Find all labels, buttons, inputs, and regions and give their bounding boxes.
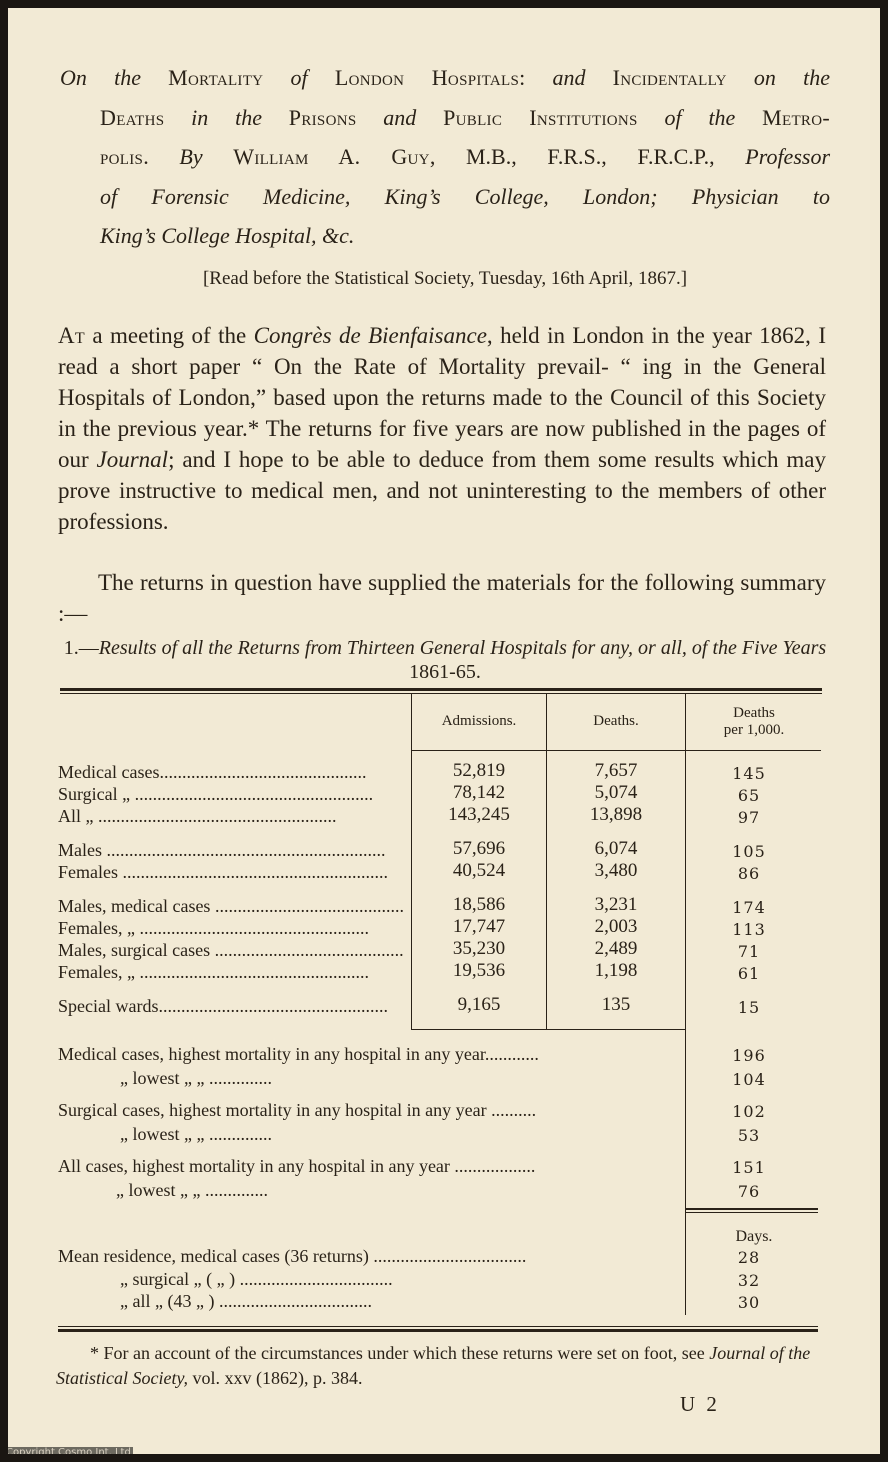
extreme-label: All cases, highest mortality in any hospital in any year ..................	[58, 1156, 536, 1176]
title-fragment: and	[552, 65, 613, 90]
paragraph-summary: The returns in question have supplied the materials for the following summary :—	[58, 570, 826, 626]
cell-admissions: 19,536	[452, 960, 506, 981]
paragraph-text: , held in London in the year 1862, I read a short paper “ On the Rate of Mortality prevail- “ ing in the General Hospitals of London,” based upon the returns made to the Council of this Society in the previous year.* The returns for five years are now published in the pages of our	[58, 323, 827, 472]
row-label: Females ...........................................................	[58, 862, 388, 882]
row-label: Medical cases..............................................	[58, 762, 367, 782]
cell-deaths: 3,480	[594, 860, 638, 881]
row-label: All „ .....................................................	[58, 806, 337, 826]
header-rate-line: per 1,000.	[723, 722, 785, 738]
cell-admissions: 9,165	[457, 994, 501, 1015]
cell-deaths: 2,003	[594, 916, 638, 937]
page-signature: U 2	[680, 1392, 720, 1416]
cell-deaths: 13,898	[589, 804, 643, 825]
paragraph-text: a meeting of the	[84, 323, 254, 348]
cell-admissions: 57,696	[452, 838, 506, 859]
cell-rate: 15	[737, 998, 761, 1017]
cell-rate: 105	[732, 842, 766, 861]
residence-days: 28	[737, 1248, 761, 1267]
cell-rate: 65	[737, 786, 761, 805]
title-fragment: On the	[60, 65, 169, 90]
cell-rate: 113	[732, 920, 766, 939]
header-deaths: Deaths.	[593, 713, 639, 729]
lead-word: At	[58, 323, 85, 348]
paragraph-intro	[58, 320, 826, 537]
cell-rate: 71	[737, 942, 761, 961]
copyright-watermark: Copyright Cosmo Int. Ltd	[6, 1447, 131, 1458]
table-caption-years: 1861-65.	[409, 661, 481, 683]
residence-days: 32	[737, 1271, 761, 1290]
cell-deaths: 5,074	[594, 782, 638, 803]
extreme-label: „ lowest „ „ ..............	[120, 1124, 272, 1144]
paper-title	[60, 58, 830, 256]
cell-admissions: 35,230	[452, 938, 506, 959]
cell-admissions: 17,747	[452, 916, 506, 937]
footnote-text: vol. xxv (1862), p. 384.	[187, 1368, 363, 1388]
read-note: [Read before the Statistical Society, Tuesday, 16th April, 1867.]	[202, 268, 688, 289]
header-underline	[411, 750, 821, 751]
title-fragment: By	[179, 144, 234, 169]
journal-name: Journal	[96, 447, 169, 472]
days-section-rule-thin	[685, 1212, 818, 1213]
title-fragment: :	[519, 65, 553, 90]
header-rate	[686, 705, 822, 739]
cell-rate: 61	[737, 964, 761, 983]
cell-rate: 174	[732, 898, 766, 917]
block-close-rule	[411, 1029, 685, 1030]
days-section-rule	[685, 1208, 818, 1210]
title-fragment: Incidentally	[612, 65, 727, 90]
residence-label: „ surgical „ ( „ ) ..................................	[120, 1269, 393, 1289]
cell-deaths: 2,489	[594, 938, 638, 959]
footnote-journal: Journal of the Statistical Society,	[56, 1343, 811, 1388]
cell-rate: 145	[732, 764, 766, 783]
cell-admissions: 40,524	[452, 860, 506, 881]
extreme-label: „ lowest „ „ ..............	[116, 1180, 268, 1200]
extreme-label: Medical cases, highest mortality in any hospital in any year............	[58, 1044, 539, 1064]
row-label: Females, „ ...................................................	[58, 918, 369, 938]
title-fragment: of	[263, 65, 335, 90]
cell-deaths: 1,198	[594, 960, 638, 981]
cell-deaths: 3,231	[594, 894, 638, 915]
header-rate-line: Deaths	[733, 705, 775, 721]
table-number: 1.—	[63, 637, 99, 659]
row-label: Males ..............................................................	[58, 840, 386, 860]
title-line-5: King’s College Hospital, &c.	[100, 223, 355, 248]
title-fragment: in the	[164, 104, 289, 130]
title-fragment: Professor	[745, 144, 831, 169]
footnote	[56, 1341, 826, 1391]
cell-rate: 86	[737, 864, 761, 883]
congres-name: Congrès de Bienfaisance	[253, 323, 487, 348]
cell-admissions: 143,245	[448, 804, 510, 825]
extreme-label: Surgical cases, highest mortality in any hospital in any year ..........	[58, 1100, 537, 1120]
extreme-rate: 102	[732, 1102, 766, 1121]
title-fragment: of the	[637, 104, 763, 130]
extreme-rate: 53	[737, 1126, 761, 1145]
title-fragment: William A. Guy	[233, 144, 430, 169]
table-top-rule-thin	[60, 693, 822, 694]
title-line-3	[60, 137, 830, 177]
days-header: Days.	[735, 1228, 773, 1245]
title-fragment: .	[143, 144, 180, 169]
cell-admissions: 18,586	[452, 894, 506, 915]
extreme-rate: 151	[732, 1158, 766, 1177]
cell-deaths: 135	[601, 994, 631, 1015]
title-fragment: Metro-	[762, 104, 830, 130]
extreme-label: „ lowest „ „ ..............	[120, 1068, 272, 1088]
table-bottom-rule	[58, 1329, 818, 1332]
extreme-rate: 196	[732, 1046, 766, 1065]
row-label: Females, „ ...................................................	[58, 962, 369, 982]
title-fragment: London Hospitals	[334, 65, 520, 90]
cell-rate: 97	[737, 808, 761, 827]
title-fragment: Mortality	[168, 65, 264, 90]
cell-deaths: 6,074	[594, 838, 638, 859]
title-line-1	[60, 58, 830, 98]
row-label: Males, surgical cases ..........................................	[58, 940, 404, 960]
table-bottom-rule-thin	[58, 1326, 818, 1327]
table-top-rule	[60, 688, 822, 691]
row-label: Special wards...................................................	[58, 996, 388, 1016]
cell-admissions: 78,142	[452, 782, 506, 803]
header-admissions: Admissions.	[441, 713, 517, 729]
title-fragment: Prisons	[288, 104, 357, 130]
paragraph-text: ; and I hope to be able to deduce from them some results which may prove instructive to medical men, and not uninteresting to the members of other professions.	[58, 447, 826, 534]
extreme-rate: 104	[732, 1070, 766, 1089]
row-label: Surgical „ .....................................................	[58, 784, 374, 804]
extreme-rate: 76	[737, 1182, 761, 1201]
title-fragment: Public Institutions	[443, 104, 638, 130]
cell-admissions: 52,819	[452, 760, 506, 781]
table-caption-text: Results of all the Returns from Thirteen General Hospitals for any, or all, of the Five Years	[98, 637, 827, 659]
cell-deaths: 7,657	[594, 760, 638, 781]
title-fragment: polis	[100, 144, 144, 169]
title-fragment: , M.B., F.R.S., F.R.C.P.,	[429, 144, 746, 169]
row-label: Males, medical cases ..........................................	[58, 896, 404, 916]
residence-label: „ all „ (43 „ ) ..................................	[120, 1291, 372, 1311]
title-fragment: Deaths	[100, 104, 165, 130]
title-line-4: of Forensic Medicine, King’s College, London; Physician to	[100, 183, 830, 209]
residence-label: Mean residence, medical cases (36 returns) ..................................	[58, 1246, 527, 1266]
residence-days: 30	[737, 1293, 761, 1312]
title-fragment: on the	[726, 65, 830, 90]
footnote-text: * For an account of the circumstances under which these returns were set on foot, see	[90, 1343, 710, 1363]
title-fragment: and	[356, 104, 444, 130]
table-caption	[60, 636, 830, 684]
title-line-2	[60, 98, 830, 138]
